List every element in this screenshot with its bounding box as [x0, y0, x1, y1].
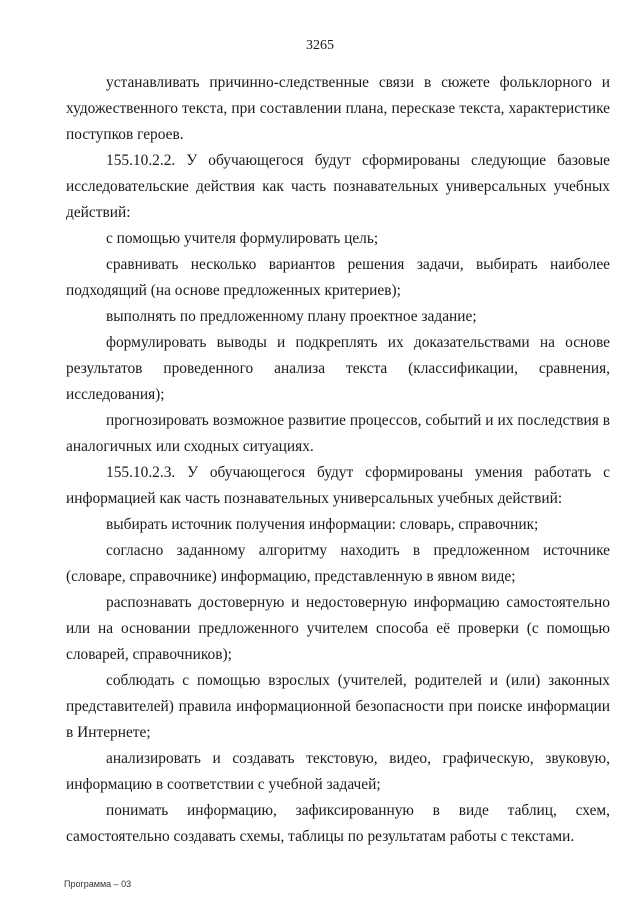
paragraph-6: формулировать выводы и подкреплять их доказательствами на основе результатов проведенного анализа текста (классификации, сравнения, исследования); [66, 334, 610, 403]
paragraph-10: согласно заданному алгоритму находить в предложенном источнике (словаре, справочнике) информацию, представленную в явном виде; [66, 542, 610, 585]
paragraph-4: сравнивать несколько вариантов решения задачи, выбирать наиболее подходящий (на основе предложенных критериев); [66, 256, 610, 299]
page-number: 3265 [306, 38, 334, 53]
paragraph-13: анализировать и создавать текстовую, видео, графическую, звуковую, информацию в соответствии с учебной задачей; [66, 750, 610, 793]
footer-label: Программа – 03 [64, 879, 132, 889]
paragraph-14: понимать информацию, зафиксированную в виде таблиц, схем, самостоятельно создавать схемы, таблицы по результатам работы с текстами. [66, 802, 610, 845]
paragraph-1: устанавливать причинно-следственные связи в сюжете фольклорного и художественного текста, при составлении плана, пересказе текста, характеристике поступков героев. [66, 74, 610, 143]
paragraph-11: распознавать достоверную и недостоверную информацию самостоятельно или на основании предложенного учителем способа её проверки (с помощью словарей, справочников); [66, 594, 610, 663]
paragraph-2: 155.10.2.2. У обучающегося будут сформированы следующие базовые исследовательские действия как часть познавательных универсальных учебных действий: [66, 152, 610, 221]
paragraph-8: 155.10.2.3. У обучающегося будут сформированы умения работать с информацией как часть познавательных универсальных учебных действий: [66, 464, 610, 507]
paragraph-7: прогнозировать возможное развитие процессов, событий и их последствия в аналогичных или сходных ситуациях. [66, 412, 610, 455]
paragraph-12: соблюдать с помощью взрослых (учителей, родителей и (или) законных представителей) правила информационной безопасности при поиске информации в Интернете; [66, 672, 610, 741]
paragraph-3: с помощью учителя формулировать цель; [106, 230, 379, 247]
paragraph-5: выполнять по предложенному плану проектное задание; [106, 308, 477, 325]
document-body [66, 70, 610, 850]
paragraph-9: выбирать источник получения информации: словарь, справочник; [106, 516, 539, 533]
